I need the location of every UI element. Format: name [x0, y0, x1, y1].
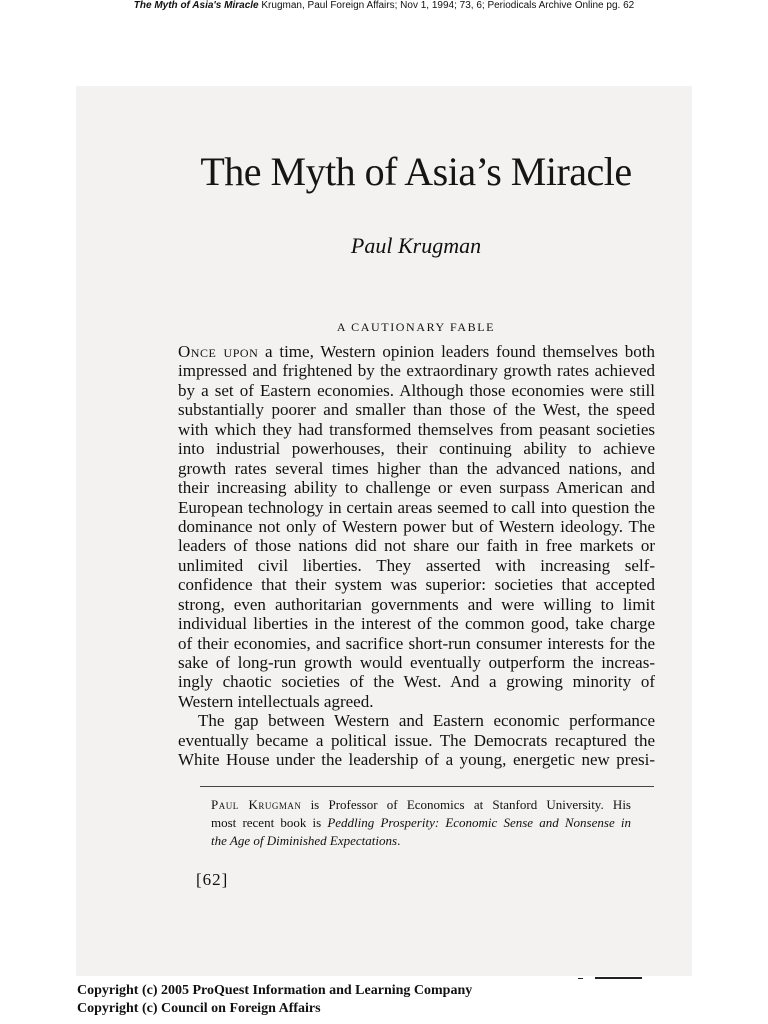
- body-line: of their economies, and sacrifice short-run consumer interests for the: [178, 633, 655, 653]
- copyright-line: Copyright (c) 2005 ProQuest Information and Learning Company: [77, 983, 473, 998]
- citation-details: Krugman, Paul Foreign Affairs; Nov 1, 1994; 73, 6; Periodicals Archive Online pg. 62: [258, 0, 635, 11]
- body-line: sake of long-run growth would eventually outperform the increas-: [178, 653, 655, 672]
- body-line: individual liberties in the interest of the common good, take charge: [178, 614, 655, 634]
- article-title: The Myth of Asia’s Miracle: [200, 149, 632, 194]
- scanned-page: [76, 86, 692, 976]
- body-line: their increasing ability to challenge or even surpass American and: [178, 478, 655, 498]
- body-line: impressed and frightened by the extraordinary growth rates achieved: [178, 361, 655, 381]
- body-line: European technology in certain areas seemed to call into question the: [178, 497, 655, 517]
- body-line: leaders of those nations did not share our faith in free markets or: [178, 536, 655, 556]
- copyright-notice: [77, 982, 472, 1018]
- body-line: dominance not only of Western power but of Western ideology. The: [178, 516, 655, 536]
- footnote-divider: [200, 786, 654, 787]
- scan-artifact: [578, 977, 642, 980]
- body-line: by a set of Eastern economies. Although those economies were still: [178, 380, 655, 400]
- footnote-book-title: Peddling Prosperity: Economic Sense and Nonsense in: [327, 815, 631, 830]
- article-author: Paul Krugman: [350, 233, 482, 258]
- body-line: with which they had transformed themselves from peasant societies: [178, 419, 655, 439]
- body-line: substantially poorer and smaller than those of the West, the speed: [178, 400, 655, 420]
- article-body: [178, 342, 655, 770]
- citation-title: The Myth of Asia's Miracle: [133, 0, 259, 11]
- section-heading: A CAUTIONARY FABLE: [336, 320, 496, 334]
- copyright-line: Copyright (c) Council on Foreign Affairs: [77, 1001, 321, 1016]
- body-line: The gap between Western and Eastern economic performance: [198, 711, 655, 731]
- body-line: growth rates several times higher than the advanced nations, and: [178, 458, 655, 478]
- body-line: Western intellectuals agreed.: [178, 691, 374, 711]
- body-line: White House under the leadership of a young, energetic new presi-: [178, 750, 655, 770]
- page-number: [62]: [196, 870, 229, 889]
- footnote-line: Paul Krugman is Professor of Economics at Stanford University. His: [211, 797, 631, 812]
- body-line: ingly chaotic societies of the West. And a growing minority of: [178, 672, 655, 692]
- body-line: confidence that their system was superior: societies that accepted: [178, 575, 655, 595]
- author-footnote: [211, 796, 631, 850]
- body-line: into industrial powerhouses, their continuing ability to achieve: [178, 439, 655, 459]
- body-line: eventually became a political issue. The Democrats recaptured the: [178, 730, 655, 750]
- footnote-line: most recent book is Peddling Prosperity: Economic Sense and Nonsense in: [211, 815, 631, 830]
- dropcap-lead: Once upon: [178, 342, 259, 361]
- citation-header: [0, 0, 768, 12]
- body-line: strong, even authoritarian governments and were willing to limit: [178, 594, 655, 614]
- body-line: Once upon a time, Western opinion leaders found themselves both: [178, 342, 655, 361]
- footnote-author-name: Paul Krugman: [211, 797, 302, 812]
- body-line: unlimited civil liberties. They asserted with increasing self-: [178, 555, 655, 575]
- footnote-line: the Age of Diminished Expectations.: [211, 833, 401, 848]
